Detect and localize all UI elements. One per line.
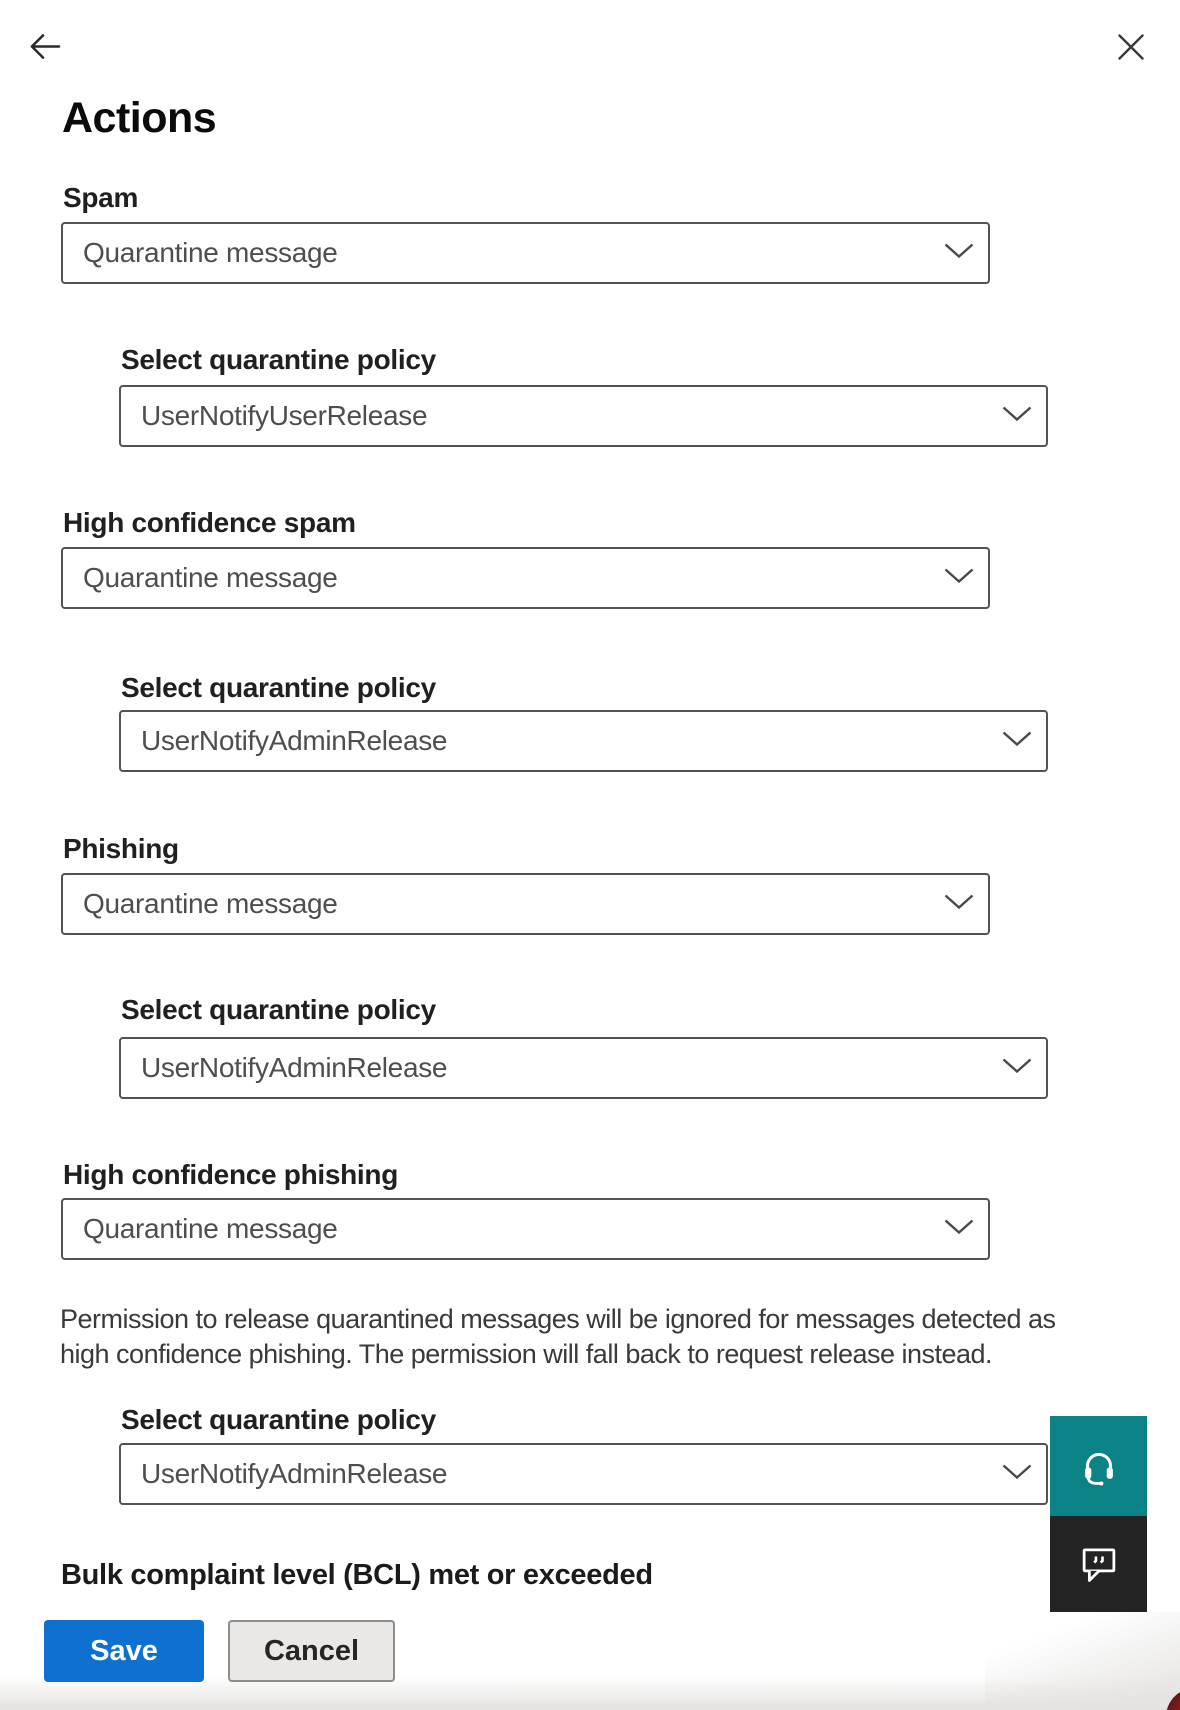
dropdown-value: Quarantine message [83,562,338,593]
chevron-down-icon [1002,1464,1032,1484]
quarantine-policy-label-high-confidence-phishing: Select quarantine policy [121,1404,436,1435]
feedback-speech-bubble-icon [1078,1542,1120,1587]
close-button[interactable] [1108,26,1154,70]
chevron-down-icon [944,1219,974,1239]
help-button[interactable] [1050,1416,1147,1516]
chevron-down-icon [944,243,974,263]
quarantine-policy-label-phishing: Select quarantine policy [121,994,436,1025]
back-arrow-icon [28,50,61,65]
section-label-phishing: Phishing [63,833,179,864]
chevron-down-icon [944,894,974,914]
feedback-button[interactable] [1050,1516,1147,1612]
quarantine-policy-dropdown-phishing[interactable] [119,1037,1048,1099]
quarantine-policy-dropdown-high-confidence-phishing[interactable] [119,1443,1048,1505]
dropdown-value: UserNotifyAdminRelease [141,725,448,756]
phishing-action-dropdown[interactable] [61,873,990,935]
dropdown-value: UserNotifyUserRelease [141,400,428,431]
save-button[interactable]: Save [44,1620,204,1682]
page-title: Actions [62,94,217,142]
quarantine-policy-label-high-confidence-spam: Select quarantine policy [121,672,436,703]
back-button[interactable] [18,24,70,72]
section-label-high-confidence-spam: High confidence spam [63,507,356,538]
dropdown-value: Quarantine message [83,1213,338,1244]
chevron-down-icon [1002,406,1032,426]
chevron-down-icon [1002,731,1032,751]
dropdown-value: UserNotifyAdminRelease [141,1458,448,1489]
section-label-high-confidence-phishing: High confidence phishing [63,1159,399,1190]
quarantine-policy-dropdown-high-confidence-spam[interactable] [119,710,1048,772]
spam-action-dropdown[interactable] [61,222,990,284]
quarantine-policy-dropdown-spam[interactable] [119,385,1048,447]
dropdown-value: UserNotifyAdminRelease [141,1052,448,1083]
high-confidence-phishing-action-dropdown[interactable] [61,1198,990,1260]
dropdown-value: Quarantine message [83,888,338,919]
chevron-down-icon [944,568,974,588]
chevron-down-icon [1002,1058,1032,1078]
section-label-bulk-complaint: Bulk complaint level (BCL) met or exceeded [61,1559,653,1591]
headset-icon [1076,1442,1122,1491]
high-confidence-spam-action-dropdown[interactable] [61,547,990,609]
hcp-permission-note: Permission to release quarantined messages will be ignored for messages detected as high confidence phishing. The permission will fall back to request release instead. [60,1304,1056,1369]
close-icon [1118,48,1144,63]
quarantine-policy-label-spam: Select quarantine policy [121,344,436,375]
cancel-button[interactable]: Cancel [228,1620,395,1682]
section-label-spam: Spam [63,182,139,213]
dropdown-value: Quarantine message [83,237,338,268]
